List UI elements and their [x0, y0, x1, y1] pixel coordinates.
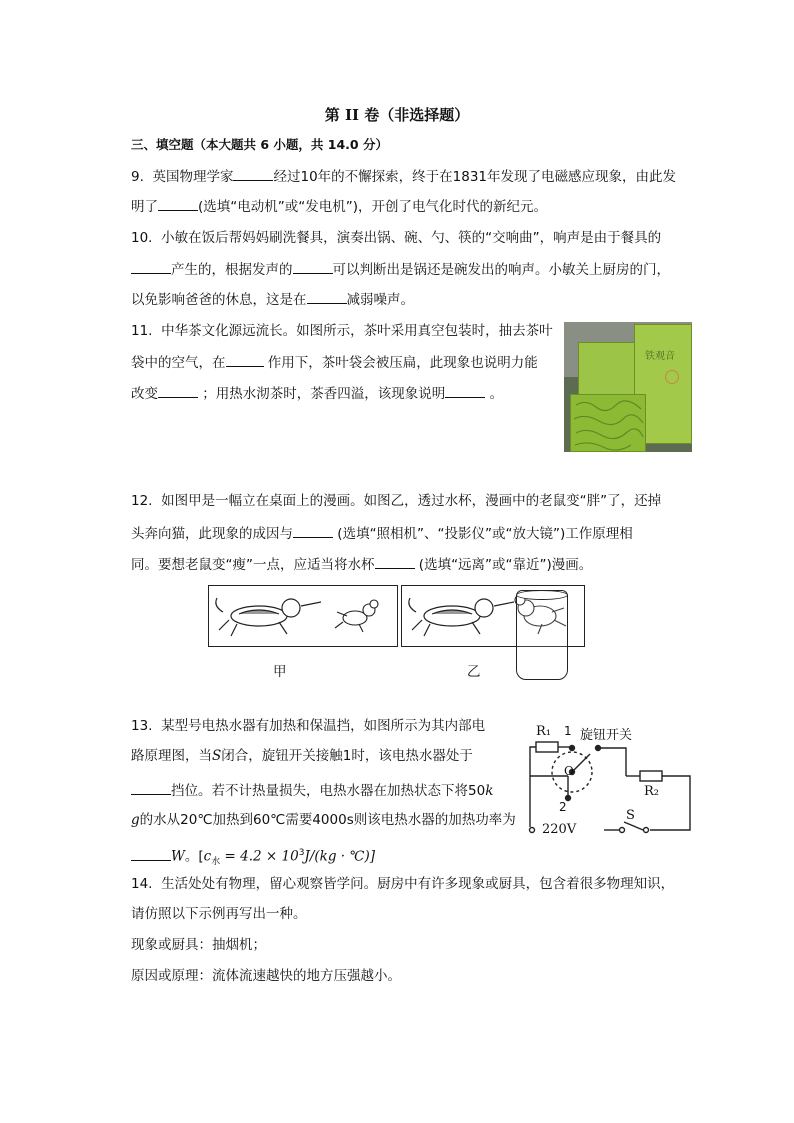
q12-text-1: 如图甲是一幅立在桌面上的漫画。如图乙，透过水杯，漫画中的老鼠变“胖”了，还掉	[161, 493, 662, 509]
q10-text-1: 小敏在饭后帮妈妈刷洗餐具，演奏出锅、碗、勺、筷的“交响曲”，响声是由于餐具的	[161, 230, 662, 246]
label-contact-2: 2	[559, 800, 567, 814]
water-cup	[516, 590, 568, 680]
q11-blank-3[interactable]	[445, 382, 485, 398]
q13-number: 13.	[131, 718, 153, 734]
q10-line-2	[131, 258, 670, 280]
q13-sub-water: 水	[211, 857, 221, 868]
q13-blank-2[interactable]	[131, 845, 171, 861]
q13-text-4a: 的水从20℃加热到60℃需要4000s则该电热水器的加热功率为	[139, 812, 516, 828]
q11-blank-2[interactable]	[158, 382, 198, 398]
q13-line-2	[131, 746, 473, 766]
q13-line-3	[131, 779, 493, 801]
q13-symbol-c: c	[203, 848, 212, 865]
q11-text-3b: ；用热水沏茶时，茶香四溢，该现象说明	[202, 386, 446, 402]
q12-number: 12.	[131, 493, 153, 509]
label-voltage: 220V	[542, 822, 577, 837]
q11-text-3a: 改变	[131, 386, 158, 402]
vacuum-texture	[571, 395, 645, 451]
section-heading: 三、填空题（本大题共 6 小题，共 14.0 分）	[131, 137, 388, 152]
q13-line-4	[131, 810, 516, 830]
tea-bag-vacuum	[570, 394, 646, 452]
q13-unit-k: k	[485, 783, 494, 799]
q9-text-2a: 明了	[131, 199, 158, 215]
q10-blank-3[interactable]	[307, 288, 347, 304]
water-cup-rim	[516, 590, 568, 600]
q13-sup-3: 3	[298, 848, 305, 858]
q14-text-1: 生活处处有物理，留心观察皆学问。厨房中有许多现象或厨具，包含着很多物理知识，	[161, 876, 675, 892]
q13-unit-g: g	[131, 812, 140, 828]
q9-line-2	[131, 195, 547, 217]
q11-line-3	[131, 382, 503, 404]
q13-blank-1[interactable]	[131, 779, 171, 795]
q11-text-1: 中华茶文化源远流长。如图所示，茶叶采用真空包装时，抽去茶叶	[161, 323, 553, 339]
q13-unit-w: W	[171, 848, 185, 865]
q11-line-2	[131, 351, 538, 373]
q11-text-2a: 袋中的空气，在	[131, 355, 226, 371]
q10-blank-1[interactable]	[131, 258, 171, 274]
page-title: 第 II 卷（非选择题）	[324, 106, 470, 124]
caption-yi: 乙	[467, 664, 481, 680]
q13-text-2b: 闭合，旋钮开关接触1时，该电热水器处于	[221, 748, 473, 764]
label-contact-1: 1	[564, 724, 572, 738]
q12-text-2b: (选填“照相机”、“投影仪”或“放大镜”)工作原理相	[337, 526, 633, 542]
comic-figure-a	[208, 585, 398, 647]
q9-text-1b: 经过10年的不懈探索，终于在1831年发现了电磁感应现象，由此发	[273, 169, 677, 185]
q11-blank-1[interactable]	[226, 351, 264, 367]
q9-blank-2[interactable]	[158, 195, 198, 211]
q10-line-1	[131, 228, 661, 248]
q13-text-3a: 挡位。若不计热量损失，电热水器在加热状态下将50	[171, 783, 486, 799]
q13-text-1: 某型号电热水器有加热和保温挡，如图所示为其内部电	[161, 718, 486, 734]
tea-bag-label: 铁观音	[645, 351, 675, 362]
label-knob-switch: 旋钮开关	[580, 728, 633, 743]
q14-line-3: 现象或厨具：抽烟机；	[131, 937, 266, 953]
q10-text-3b: 减弱噪声。	[346, 292, 414, 308]
q13-text-5b: = 4.2 × 10	[220, 848, 299, 865]
q12-line-2	[131, 522, 633, 544]
q10-text-2b: 可以判断出是锅还是碗发出的响声。小敏关上厨房的门，	[332, 262, 670, 278]
q10-blank-2[interactable]	[293, 258, 333, 274]
q11-number: 11.	[131, 323, 153, 339]
q13-text-5d: J/(kg · ℃)]	[304, 848, 375, 865]
label-pivot-o: O	[564, 764, 574, 778]
tea-bag-seal-icon	[665, 370, 679, 384]
q9-line-1	[131, 165, 676, 187]
q10-text-2a: 产生的，根据发声的	[171, 262, 293, 278]
label-r2: R₂	[644, 784, 659, 799]
q11-text-2b: 作用下，茶叶袋会被压扁，此现象也说明力能	[267, 355, 538, 371]
caption-jia: 甲	[273, 664, 287, 680]
q13-text-5a: 。[	[184, 848, 204, 865]
q9-text-1a: 英国物理学家	[152, 169, 234, 185]
q13-text-2a: 路原理图，当	[131, 748, 212, 764]
tea-bag-photo	[564, 322, 692, 452]
q14-line-1	[131, 874, 674, 894]
q13-line-1	[131, 716, 485, 736]
q13-line-5	[131, 843, 375, 872]
q9-blank-1[interactable]	[233, 165, 273, 181]
q10-line-3	[131, 288, 414, 310]
q9-text-2b: (选填“电动机”或“发电机”)，开创了电气化时代的新纪元。	[198, 199, 548, 215]
q13-switch-s: S	[212, 748, 222, 764]
q11-text-3c: 。	[489, 386, 504, 402]
q9-number: 9.	[131, 169, 144, 185]
q12-blank-1[interactable]	[293, 522, 333, 538]
q10-text-3a: 以免影响爸爸的休息，这是在	[131, 292, 307, 308]
q12-text-3a: 同。要想老鼠变“瘦”一点，应适当将水杯	[131, 557, 375, 573]
q12-line-1	[131, 491, 661, 511]
q12-blank-2[interactable]	[375, 553, 415, 569]
label-r1: R₁	[536, 724, 551, 739]
q12-line-3	[131, 553, 592, 575]
q14-line-2: 请仿照以下示例再写出一种。	[131, 906, 307, 922]
cat-and-mouse-drawing	[209, 586, 397, 646]
q10-number: 10.	[131, 230, 153, 246]
q12-text-3b: (选填“远离”或“靠近”)漫画。	[418, 557, 593, 573]
label-switch-s: S	[626, 808, 635, 823]
q11-line-1	[131, 321, 553, 341]
q14-line-4: 原因或原理：流体流速越快的地方压强越小。	[131, 968, 401, 984]
q12-text-2a: 头奔向猫，此现象的成因与	[131, 526, 293, 542]
circuit-diagram	[526, 722, 696, 837]
q14-number: 14.	[131, 876, 153, 892]
